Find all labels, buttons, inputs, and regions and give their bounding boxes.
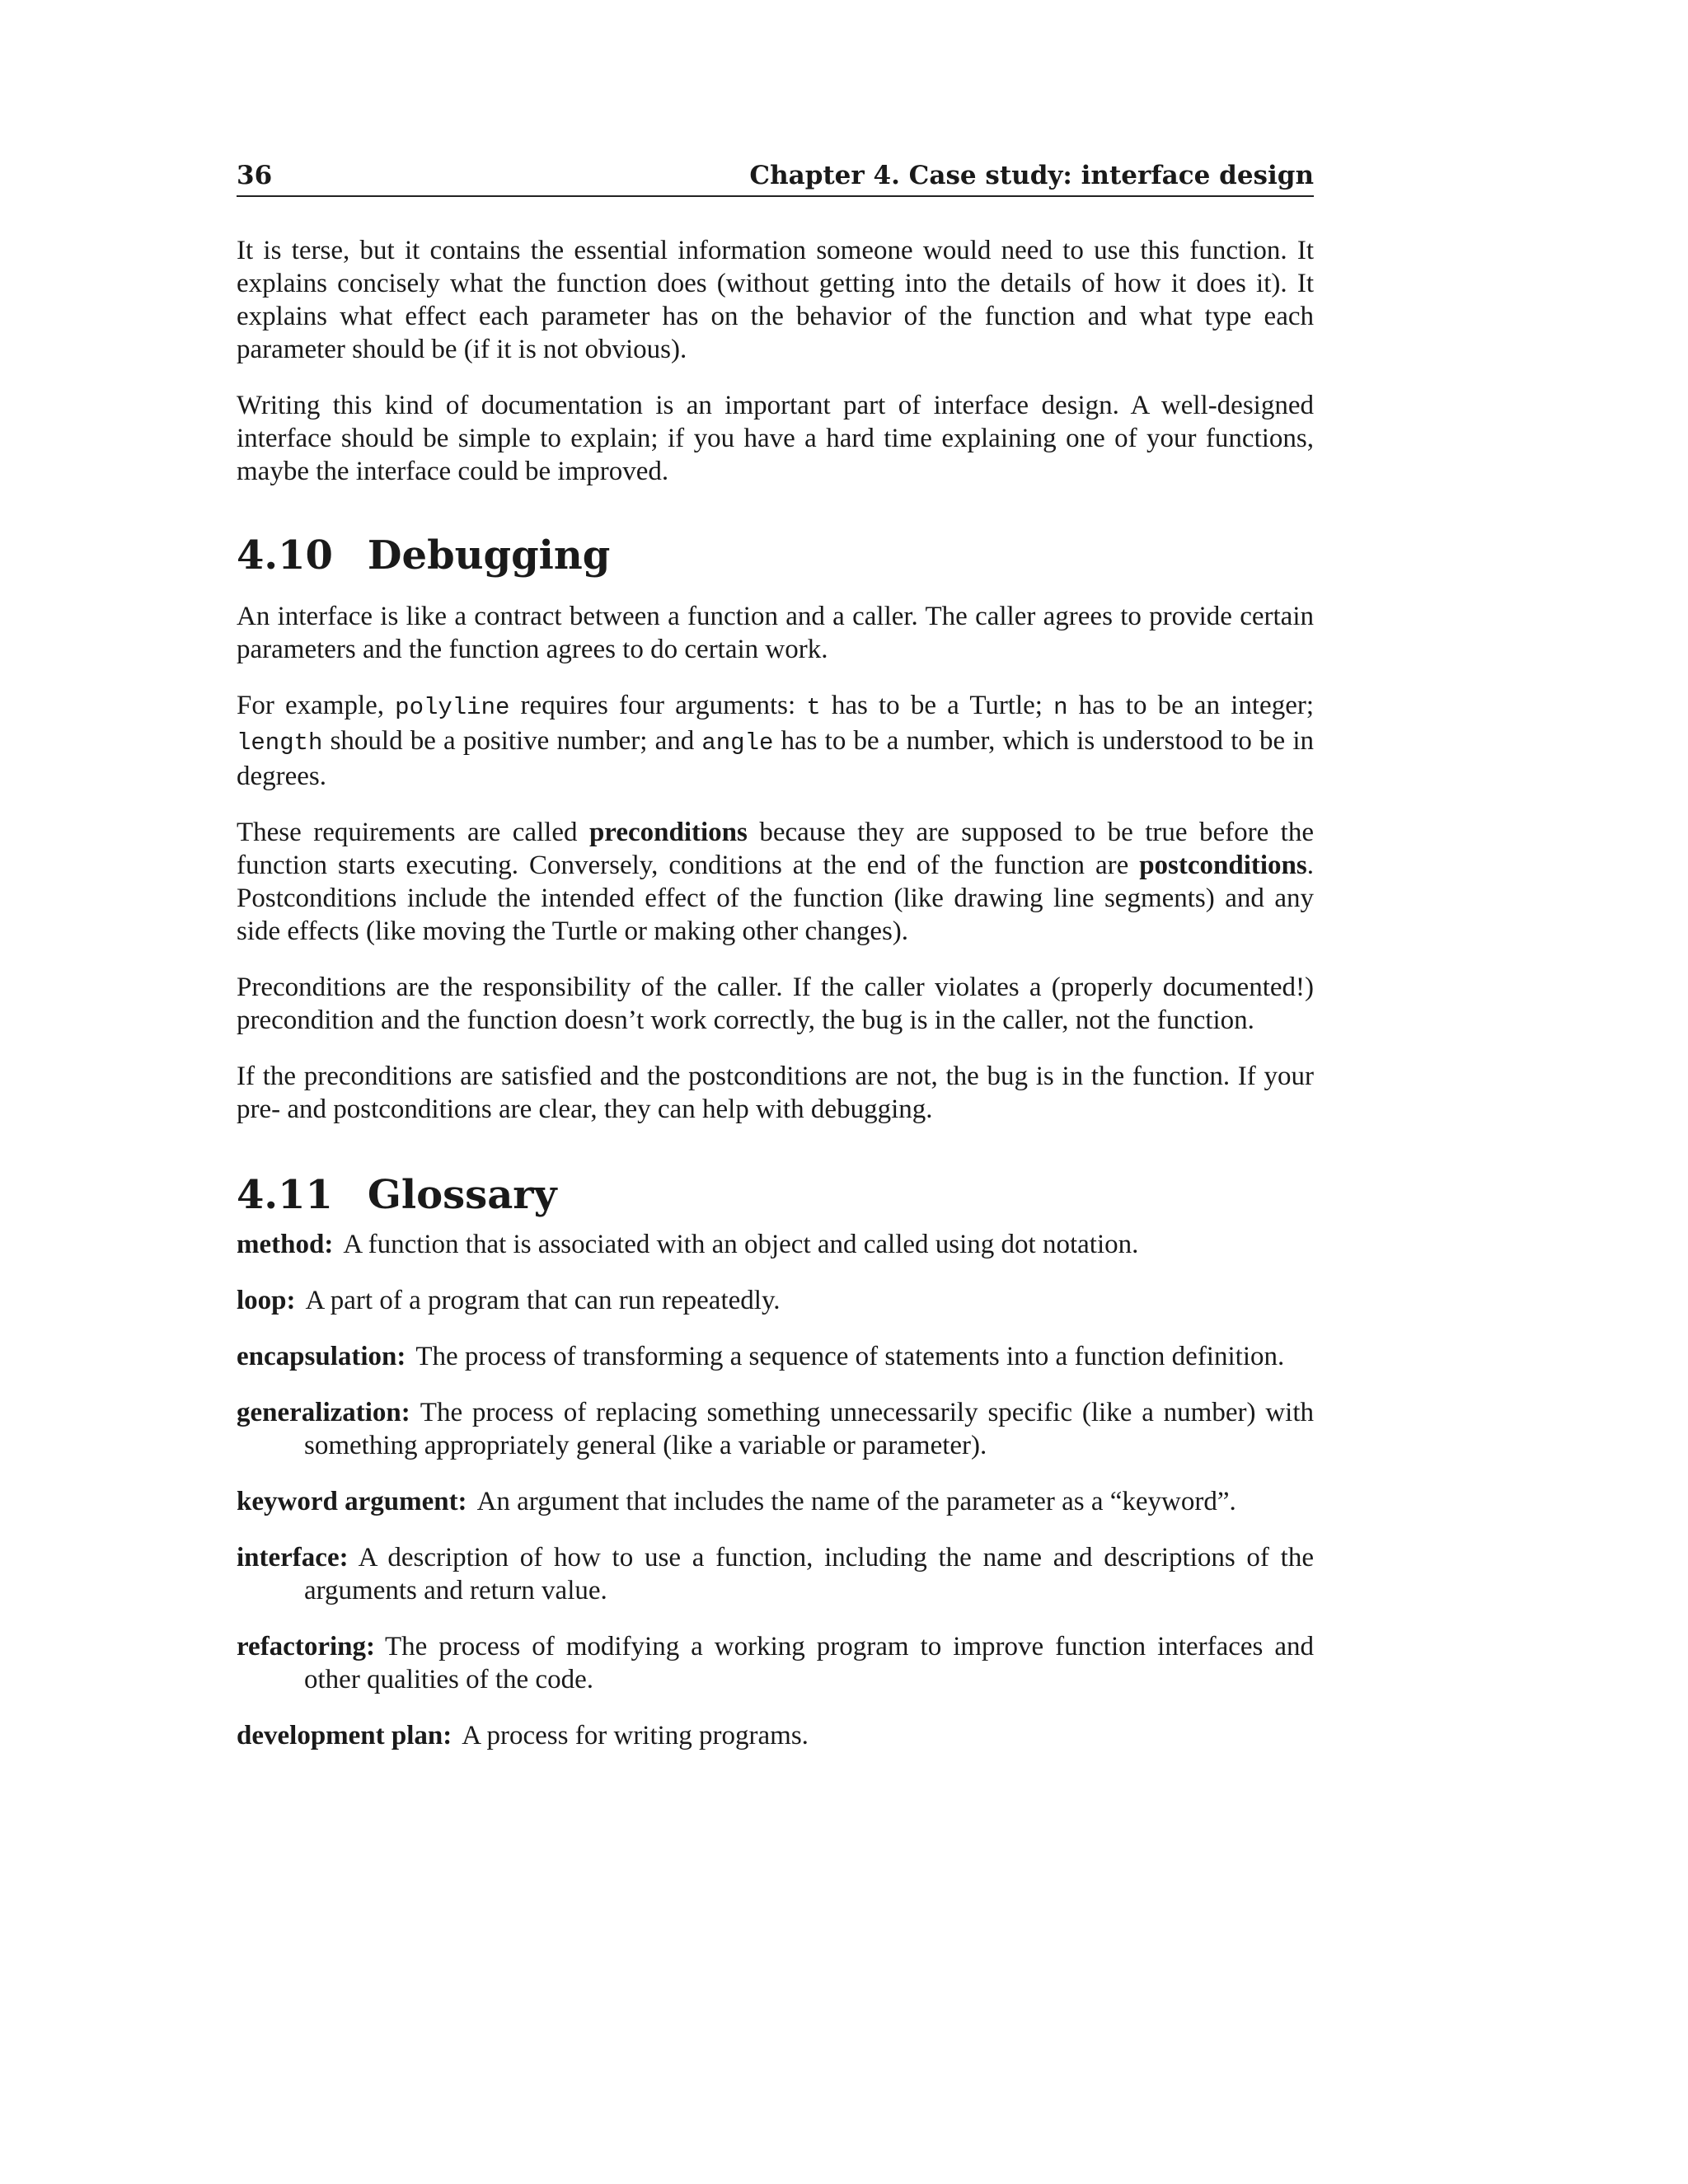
debugging-paragraph-4: Preconditions are the responsibility of the caller. If the caller violates a (properly documented!) precondition and the function doesn’t work correctly, the bug is in the caller, not the function. [237,972,1314,1035]
code-angle: angle [701,729,774,757]
glossary-term: interface: [237,1543,349,1572]
code-length: length [237,729,323,757]
glossary-item-method [237,1228,1314,1261]
text-run: For example, [237,691,396,720]
glossary-item-refactoring [237,1630,1314,1696]
debugging-paragraph-3 [237,816,1314,948]
term-preconditions: preconditions [588,818,748,847]
text-run: requires four arguments: [509,691,807,720]
glossary-definition: A process for writing programs. [462,1721,809,1750]
text-run: because they are supposed to be true before the function starts executing. Conversely, conditions at the end of the function are [237,818,1314,880]
code-n: n [1053,694,1068,721]
glossary-list [237,1228,1314,1752]
glossary-term: loop: [237,1286,296,1315]
debugging-paragraph-1: An interface is like a contract between a function and a caller. The caller agrees to provide certain parameters and the function agrees to do certain work. [237,602,1314,664]
glossary-definition: A description of how to use a function, including the name and descriptions of the arguments and return value. [304,1543,1314,1605]
glossary-item-loop [237,1284,1314,1317]
glossary-term: encapsulation: [237,1342,406,1371]
text-run: These requirements are called [237,818,589,847]
glossary-item-development-plan [237,1719,1314,1752]
glossary-term: development plan: [237,1721,452,1750]
glossary-definition: The process of modifying a working program to improve function interfaces and other qualities of the code. [304,1632,1314,1694]
text-run: should be a positive number; and [322,726,702,756]
section-title: Debugging [367,532,611,579]
glossary-definition: A function that is associated with an object and called using dot notation. [343,1230,1139,1259]
debugging-paragraph-2 [237,689,1314,793]
glossary-definition: An argument that includes the name of the parameter as a “keyword”. [476,1487,1236,1516]
book-page [237,161,1314,1775]
text-run: has to be an integer; [1067,691,1315,720]
glossary-term: generalization: [237,1398,410,1427]
code-polyline: polyline [395,694,510,721]
section-heading-glossary [237,1172,1314,1218]
section-number: 4.10 [237,532,333,579]
debugging-paragraph-5: If the preconditions are satisfied and the postconditions are not, the bug is in the function. If your pre- and postconditions are clear, they can help with debugging. [237,1062,1314,1124]
text-run: has to be a number, which is understood to be in degrees. [237,726,1314,791]
glossary-definition: The process of replacing something unnecessarily specific (like a number) with something appropriately general (like a variable or parameter). [304,1398,1314,1460]
section-title: Glossary [367,1172,557,1218]
glossary-item-generalization [237,1396,1314,1462]
code-t: t [806,694,821,721]
chapter-title: Chapter 4. Case study: interface design [749,161,1314,190]
page-body [237,234,1314,1752]
page-number: 36 [237,161,273,190]
running-header [237,161,1314,197]
glossary-item-encapsulation [237,1340,1314,1373]
section-heading-debugging [237,532,1314,579]
glossary-term: refactoring: [237,1632,375,1661]
intro-paragraph-1: It is terse, but it contains the essential information someone would need to use this function. It explains concisely what the function does (without getting into the details of how it does it). It explains what effect each parameter has on the behavior of the function and what type each parameter should be (if it is not obvious). [237,236,1314,364]
intro-paragraph-2: Writing this kind of documentation is an important part of interface design. A well-designed interface should be simple to explain; if you have a hard time explaining one of your functions, maybe the interface could be improved. [237,391,1314,486]
term-postconditions: postconditions [1139,851,1307,880]
text-run: has to be a Turtle; [820,691,1054,720]
glossary-item-keyword-argument [237,1485,1314,1518]
glossary-term: keyword argument: [237,1487,467,1516]
glossary-definition: The process of transforming a sequence of statements into a function definition. [415,1342,1285,1371]
glossary-definition: A part of a program that can run repeatedly. [305,1286,781,1315]
glossary-item-interface [237,1541,1314,1607]
section-number: 4.11 [237,1172,333,1218]
glossary-term: method: [237,1230,334,1259]
text-run: . Postconditions include the intended effect of the function (like drawing line segments) and any side effects (like moving the Turtle or making other changes). [237,851,1314,946]
